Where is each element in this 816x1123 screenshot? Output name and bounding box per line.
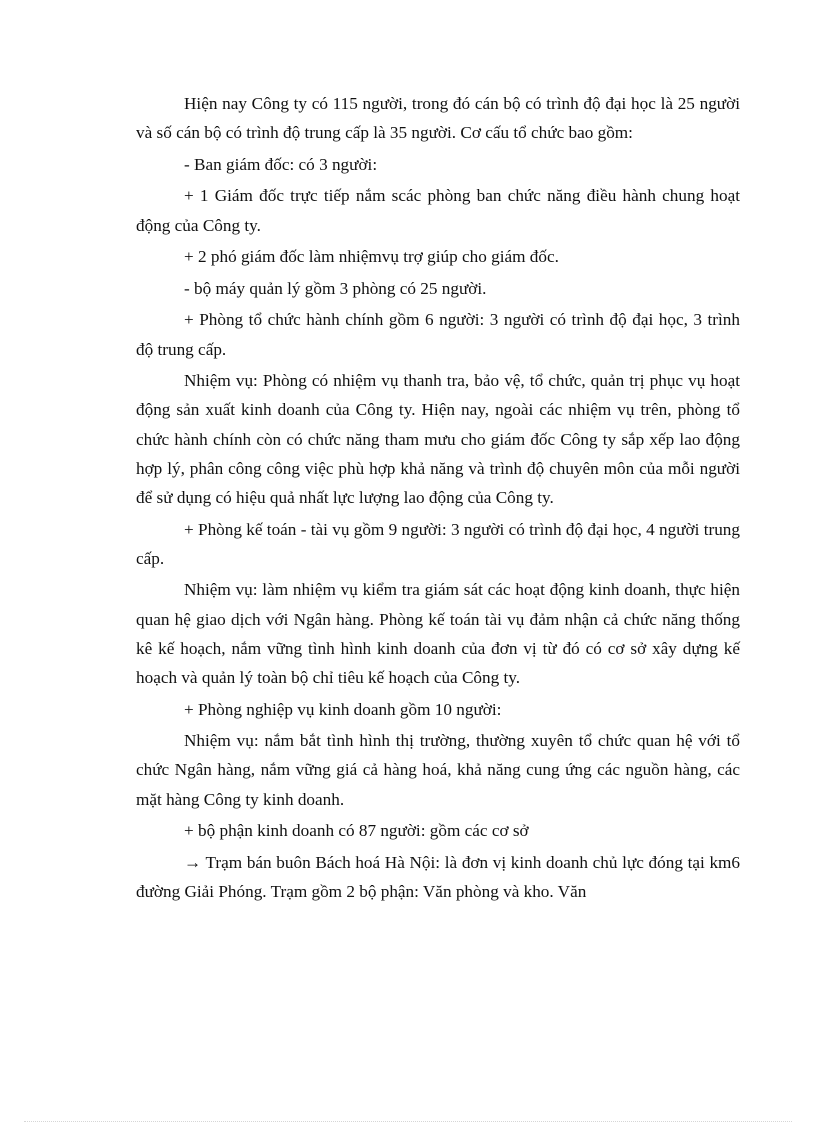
paragraph-staff-overview: Hiện nay Công ty có 115 người, trong đó cán bộ có trình độ đại học là 25 người và số cán bộ có trình độ trung cấp là 35 người. Cơ cấu tổ chức bao gồm: bbox=[136, 94, 740, 143]
paragraph-deputy-directors: + 2 phó giám đốc làm nhiệmvụ trợ giúp cho giám đốc. bbox=[184, 247, 559, 267]
paragraph-accounting-duties: Nhiệm vụ: làm nhiệm vụ kiểm tra giám sát các hoạt động kinh doanh, thực hiện quan hệ giao dịch với Ngân hàng. Phòng kế toán tài vụ đảm nhận cả chức năng thống kê kế hoạch, nắm vững tình hình kinh doanh của đơn vị từ đó có cơ sở xây dựng kế hoạch và quản lý toàn bộ chỉ tiêu kế hoạch của Công ty. bbox=[136, 580, 740, 687]
page-bottom-divider bbox=[24, 1121, 792, 1122]
document-body bbox=[136, 89, 740, 909]
paragraph-director: + 1 Giám đốc trực tiếp nắm scác phòng ban chức năng điều hành chung hoạt động của Công ty. bbox=[136, 186, 740, 235]
paragraph-management-apparatus: - bộ máy quản lý gồm 3 phòng có 25 người. bbox=[184, 278, 487, 298]
paragraph-admin-duties: Nhiệm vụ: Phòng có nhiệm vụ thanh tra, bảo vệ, tổ chức, quản trị phục vụ hoạt động sản xuất kinh doanh của Công ty. Hiện nay, ngoài các nhiệm vụ trên, phòng tổ chức hành chính còn có chức năng tham mưu cho giám đốc Công ty sắp xếp lao động hợp lý, phân công công việc phù hợp khả năng và trình độ chuyên môn của mỗi người để sử dụng có hiệu quả nhất lực lượng lao động của Công ty. bbox=[136, 371, 740, 507]
paragraph-business-units: + bộ phận kinh doanh có 87 người: gồm các cơ sở bbox=[184, 821, 529, 841]
paragraph-business-duties: Nhiệm vụ: nắm bắt tình hình thị trường, thường xuyên tổ chức quan hệ với tổ chức Ngân hàng, nắm vững giá cả hàng hoá, khả năng cung ứng các nguồn hàng, các mặt hàng Công ty kinh doanh. bbox=[136, 731, 740, 809]
paragraph-wholesale-station: → Trạm bán buôn Bách hoá Hà Nội: là đơn vị kinh doanh chủ lực đóng tại km6 đường Giải Phóng. Trạm gồm 2 bộ phận: Văn phòng và kho. Văn bbox=[136, 852, 740, 901]
paragraph-board-of-directors: - Ban giám đốc: có 3 người: bbox=[184, 154, 378, 174]
paragraph-business-department: + Phòng nghiệp vụ kinh doanh gồm 10 người: bbox=[184, 699, 502, 719]
paragraph-admin-department: + Phòng tổ chức hành chính gồm 6 người: 3 người có trình độ đại học, 3 trình độ trung cấp. bbox=[136, 310, 740, 359]
paragraph-accounting-department: + Phòng kế toán - tài vụ gồm 9 người: 3 người có trình độ đại học, 4 người trung cấp. bbox=[136, 519, 740, 568]
